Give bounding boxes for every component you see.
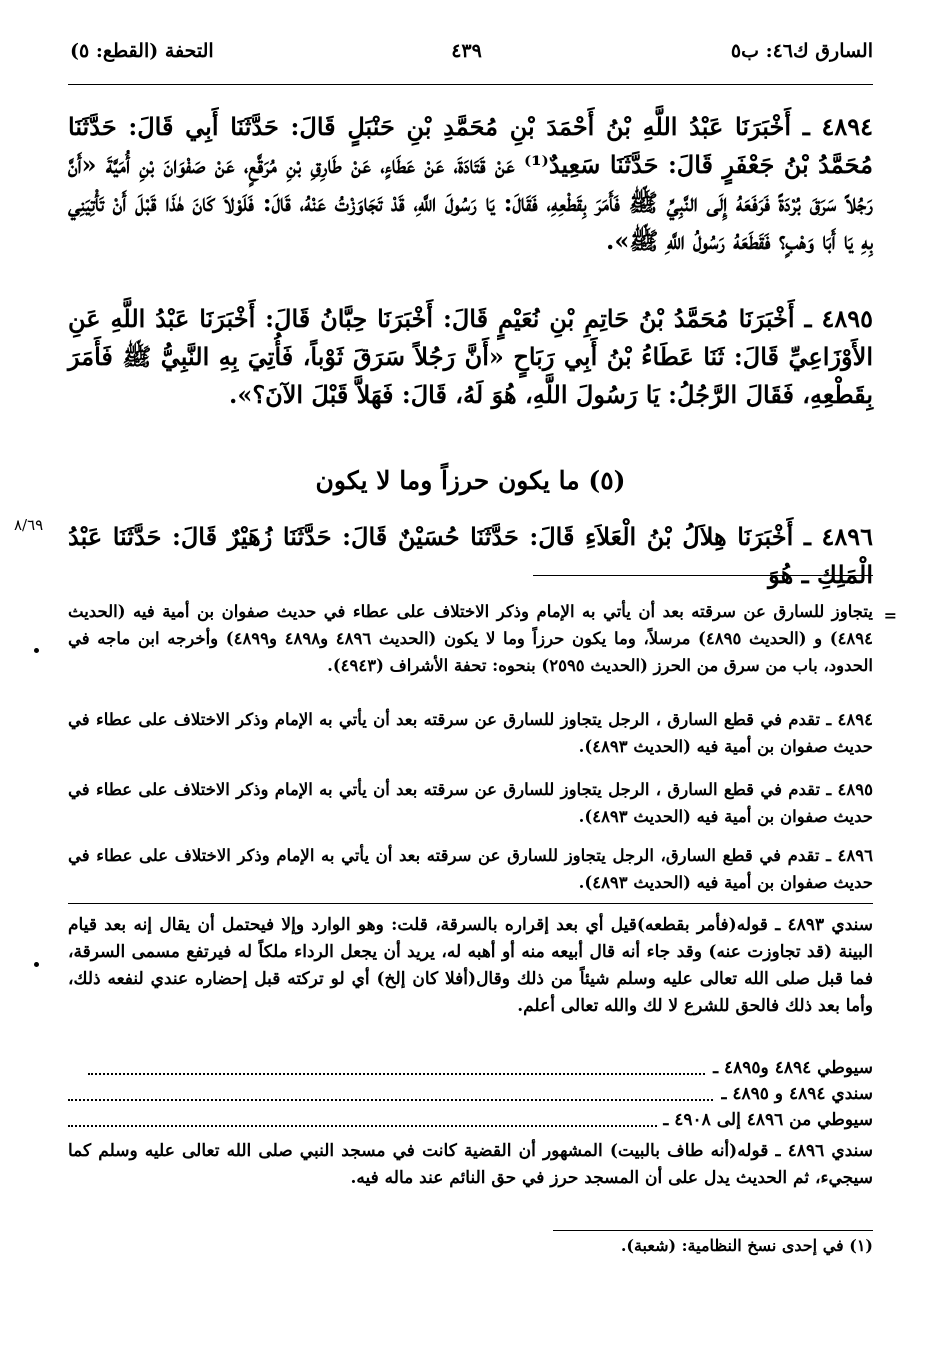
section-heading: (٥) ما يكون حرزاً وما لا يكون bbox=[315, 466, 626, 495]
ref-line bbox=[68, 1058, 873, 1083]
commentary-4895: ٤٨٩٥ ـ تقدم في قطع السارق ، الرجل يتجاوز للسارق عن سرقته بعد أن يأتي به الإمام وذكر الاختلاف على عطاء في حديث صفوان بن أمية فيه (الحديث ٤٨٩٣). bbox=[68, 780, 873, 826]
footnote: (١) في إحدى نسخ النظامية: (شعبة). bbox=[620, 1236, 873, 1255]
page-number: ٤٣٩ bbox=[451, 40, 482, 62]
margin-reference: ٨/٦٩ bbox=[14, 516, 44, 534]
commentary-continuation: يتجاوز للسارق عن سرقته بعد أن يأتي به الإمام وذكر الاختلاف على عطاء في حديث صفوان بن أمية فيه (الحديث ٤٨٩٤) و (الحديث ٤٨٩٥) مرسلاً، وما يكون حرزاً وما لا يكون (الحديث ٤٨٩٦ و٤٨٩٨ و٤٨٩٩) وأخرجه ابن ماجه في الحدود، باب من سرق من الحرز (الحديث ٢٥٩٥) بنحوه: تحفة الأشراف (٤٩٤٣). bbox=[68, 602, 874, 675]
header-tuhfa-ref: التحفة (القطع: ٥) bbox=[70, 40, 214, 62]
footnote-rule bbox=[553, 1230, 873, 1231]
commentary-4896: ٤٨٩٦ ـ تقدم في قطع السارق، الرجل يتجاوز للسارق عن سرقته بعد أن يأتي به الإمام وذكر الاختلاف على عطاء في حديث صفوان بن أمية فيه (الحديث ٤٨٩٣). bbox=[68, 846, 873, 892]
commentary-4894: ٤٨٩٤ ـ تقدم في قطع السارق ، الرجل يتجاوز للسارق عن سرقته بعد أن يأتي به الإمام وذكر الاختلاف على عطاء في حديث صفوان بن أمية فيه (الحديث ٤٨٩٣). bbox=[68, 710, 873, 756]
hadith-4895: ٤٨٩٥ ـ أَخْبَرَنَا مُحَمَّدُ بْنُ حَاتِمِ بْنِ نُعَيْمٍ قَالَ: أَخْبَرَنَا حِبَّانُ قَالَ: أَخْبَرَنَا عَبْدُ اللَّهِ عَنِ الأَوْزَاعِيِّ قَالَ: ثَنَا عَطَاءُ بْنُ أَبِي رَبَاحٍ «أَنَّ رَجُلاً سَرَقَ ثَوْباً، فَأُتِيَ بِهِ النَّبِيُّ ﷺ فَأَمَرَ بِقَطْعِهِ، فَقَالَ الرَّجُلُ: يَا رَسُولَ اللَّهِ، هُوَ لَهُ، قَالَ: فَهَلاَّ قَبْلَ الآنَ؟». bbox=[68, 304, 873, 409]
ref-line bbox=[68, 1110, 873, 1135]
ref-line bbox=[68, 1084, 873, 1109]
sindi-rule bbox=[68, 903, 873, 904]
header-chapter-ref: السارق ك٤٦: ب٥ bbox=[730, 40, 873, 62]
header-rule bbox=[68, 84, 873, 85]
sindi-note-4896: سندي ٤٨٩٦ ـ قوله(أنه طاف بالبيت) المشهور أن القضية كانت في مسجد النبي صلى الله تعالى عليه وسلم كما سيجيء، ثم الحديث يدل على أن المسجد حرز في حق النائم عند ماله فيه. bbox=[68, 1141, 873, 1188]
sindi-note-4893: سندي ٤٨٩٣ ـ قوله(فأمر بقطعه)قيل أي بعد إقراره بالسرقة، قلت: وهو الوارد وإلا فيحتمل أن يقال إنه بعد قيام البينة (قد تجاوزت عنه) وقد جاء أنه قال أبيعه منه أو أهبه له، يريد أن يجعل الرداء ملكاً له فيرتفع مسمى السرقة، فما قبل صلى الله تعالى عليه وسلم شيئاً من ذلك وقال(أفلا كان إلخ) أي لو تركته قبل إحضاره عندي لنفعه ذلك، وأما بعد ذلك فالحق للشرع لا لك والله تعالى أعلم. bbox=[68, 915, 874, 1016]
binding-hole-mark bbox=[34, 648, 39, 653]
hadith-4896: ٤٨٩٦ ـ أَخْبَرَنَا هِلاَلُ بْنُ الْعَلاَءِ قَالَ: حَدَّثَنَا حُسَيْنٌ قَالَ: حَدَّثَنَا زُهَيْرٌ قَالَ: حَدَّثَنَا عَبْدُ الْمَلِكِ ـ هُوَ bbox=[68, 522, 873, 589]
ref-line-text: سيوطي من ٤٨٩٦ إلى ٤٩٠٨ ـ bbox=[657, 1110, 873, 1130]
commentary-rule bbox=[533, 575, 873, 576]
ref-line-text: سيوطي ٤٨٩٤ و٤٨٩٥ ـ bbox=[707, 1058, 873, 1078]
binding-hole-mark bbox=[34, 962, 39, 967]
hadith-4894: ٤٨٩٤ ـ أَخْبَرَنَا عَبْدُ اللَّهِ بْنُ أَحْمَدَ بْنِ مُحَمَّدِ بْنِ حَنْبَلٍ قَالَ: حَدَّثَنَا أَبِي قَالَ: حَدَّثَنَا مُحَمَّدُ بْنُ جَعْفَرٍ قَالَ: حَدَّثَنَا سَعِيدٌ⁽¹⁾ عَنْ قَتَادَةَ، عَنْ عَطَاءٍ، عَنْ طَارِقِ بْنِ مُرَقَّعٍ، عَنْ صَفْوَانَ بْنِ أُمَيَّةَ «أَنَّ رَجُلاً سَرَقَ بُرْدَةً فَرَفَعَهُ إِلَى النَّبِيِّ ﷺ فَأَمَرَ بِقَطْعِهِ، فَقَالَ: يَا رَسُولَ اللَّهِ، قَدْ تَجَاوَزْتُ عَنْهُ، قَالَ: فَلَوْلاَ كَانَ هٰذَا قَبْلَ أَنْ تَأْتِيَنِي بِهِ يَا أَبَا وَهْبٍ؟ فَقَطَعَهُ رَسُولُ اللَّهِ ﷺ». bbox=[68, 112, 873, 255]
continuation-mark: = bbox=[883, 606, 897, 625]
ref-line-text: سندي ٤٨٩٤ و ٤٨٩٥ ـ bbox=[715, 1084, 873, 1104]
